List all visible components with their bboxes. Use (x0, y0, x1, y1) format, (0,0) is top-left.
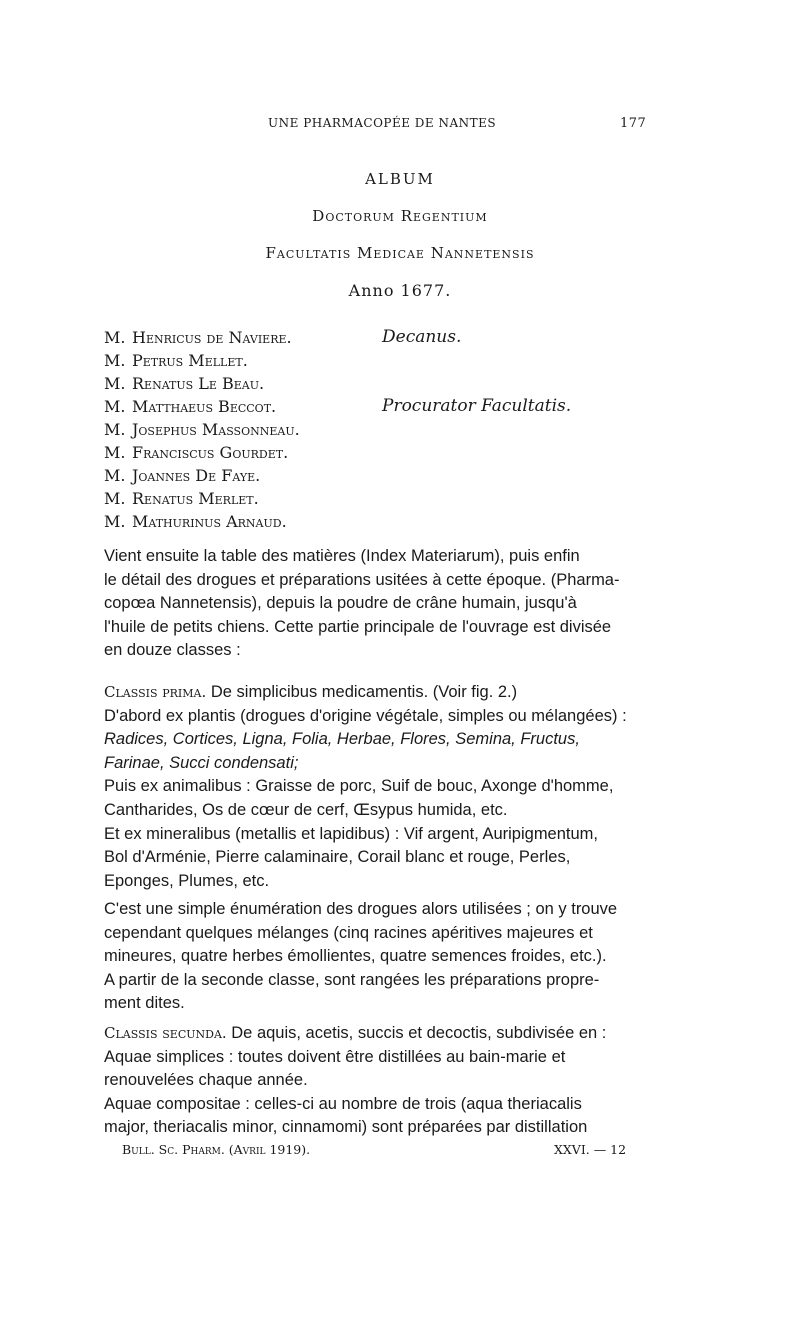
footer-citation: Bull. Sc. Pharm. (Avril 1919). (122, 1142, 311, 1157)
text-line: Aquae compositae : celles-ci au nombre de trois (aqua theriacalis (104, 1094, 582, 1113)
member-prefix: M. (104, 466, 126, 485)
member-row (104, 326, 300, 349)
classis-title: De aquis, acetis, succis et decoctis, subdivisée en : (231, 1024, 607, 1042)
page-number: 177 (620, 116, 647, 131)
member-name: Renatus Le Beau. (132, 374, 265, 393)
classis-label: Classis secunda. (104, 1024, 227, 1042)
text-line: Puis ex animalibus : Graisse de porc, Suif de bouc, Axonge d'homme, (104, 777, 614, 796)
paragraph-classis-prima (104, 681, 672, 893)
member-name: Henricus de Naviere. (132, 328, 292, 347)
member-prefix: M. (104, 420, 126, 439)
role-procurator: Procurator Facultatis. (382, 396, 572, 416)
member-name: Matthaeus Beccot. (132, 397, 277, 416)
doctorum-heading: Doctorum Regentium (312, 207, 488, 225)
paragraph-enumeration (104, 898, 672, 1016)
member-prefix: M. (104, 397, 126, 416)
members-list (104, 326, 300, 533)
text-line: mineures, quatre herbes émollientes, quatre semences froides, etc.). (104, 947, 607, 966)
facultatis-heading: Facultatis Medicae Nannetensis (265, 244, 535, 262)
member-prefix: M. (104, 443, 126, 462)
text-line: ment dites. (104, 994, 185, 1013)
text-line: Cantharides, Os de cœur de cerf, Œsypus humida, etc. (104, 800, 508, 819)
text-line: Aquae simplices : toutes doivent être distillées au bain-marie et (104, 1047, 566, 1066)
role-decanus: Decanus. (382, 327, 462, 347)
member-row (104, 395, 300, 418)
text-line (104, 681, 672, 705)
running-header (268, 116, 668, 130)
member-row (104, 487, 300, 510)
paragraph-classis-secunda (104, 1022, 672, 1140)
classis-title: De simplicibus medicamentis. (Voir fig. 2.) (210, 683, 518, 701)
member-name: Josephus Massonneau. (132, 420, 300, 439)
text-line: copœa Nannetensis), depuis la poudre de crâne humain, jusqu'à (104, 594, 577, 613)
text-line: Bol d'Arménie, Pierre calaminaire, Corail blanc et rouge, Perles, (104, 848, 571, 867)
text-line: C'est une simple énumération des drogues alors utilisées ; on y trouve (104, 900, 618, 918)
text-line: D'abord ex plantis (drogues d'origine végétale, simples ou mélangées) : (104, 706, 627, 725)
text-line: Eponges, Plumes, etc. (104, 871, 270, 890)
member-row (104, 441, 300, 464)
text-line: Vient ensuite la table des matières (Index Materiarum), puis enfin (104, 547, 580, 565)
member-name: Joannes De Faye. (132, 466, 261, 485)
classis-label: Classis prima. (104, 683, 207, 701)
text-line: A partir de la seconde classe, sont rangées les préparations propre- (104, 970, 600, 989)
anno-heading: Anno 1677. (348, 281, 452, 300)
member-prefix: M. (104, 328, 126, 347)
member-row (104, 418, 300, 441)
text-line: Radices, Cortices, Ligna, Folia, Herbae, Flores, Semina, Fructus, (104, 730, 580, 749)
album-title: ALBUM (365, 170, 435, 188)
text-line (104, 1022, 672, 1046)
member-row (104, 349, 300, 372)
text-line: Farinae, Succi condensati; (104, 753, 299, 772)
member-row (104, 510, 300, 533)
paragraph-index (104, 545, 672, 663)
member-row (104, 372, 300, 395)
text-line: le détail des drogues et préparations usitées à cette époque. (Pharma- (104, 570, 620, 589)
running-title: UNE PHARMACOPÉE DE NANTES (268, 116, 497, 130)
text-line: l'huile de petits chiens. Cette partie principale de l'ouvrage est divisée (104, 617, 612, 636)
text-line: Et ex mineralibus (metallis et lapidibus) : Vif argent, Auripigmentum, (104, 824, 599, 843)
text-line: en douze classes : (104, 641, 241, 660)
text-line: cependant quelques mélanges (cinq racines apéritives majeures et (104, 923, 593, 942)
member-prefix: M. (104, 512, 126, 531)
member-name: Petrus Mellet. (132, 351, 248, 370)
member-name: Renatus Merlet. (132, 489, 259, 508)
member-prefix: M. (104, 489, 126, 508)
member-prefix: M. (104, 374, 126, 393)
text-line: renouvelées chaque année. (104, 1071, 308, 1090)
text-line: major, theriacalis minor, cinnamomi) sont préparées par distillation (104, 1118, 588, 1137)
member-prefix: M. (104, 351, 126, 370)
member-row (104, 464, 300, 487)
member-name: Franciscus Gourdet. (132, 443, 289, 462)
footer-signature: XXVI. — 12 (554, 1142, 627, 1157)
member-name: Mathurinus Arnaud. (132, 512, 287, 531)
